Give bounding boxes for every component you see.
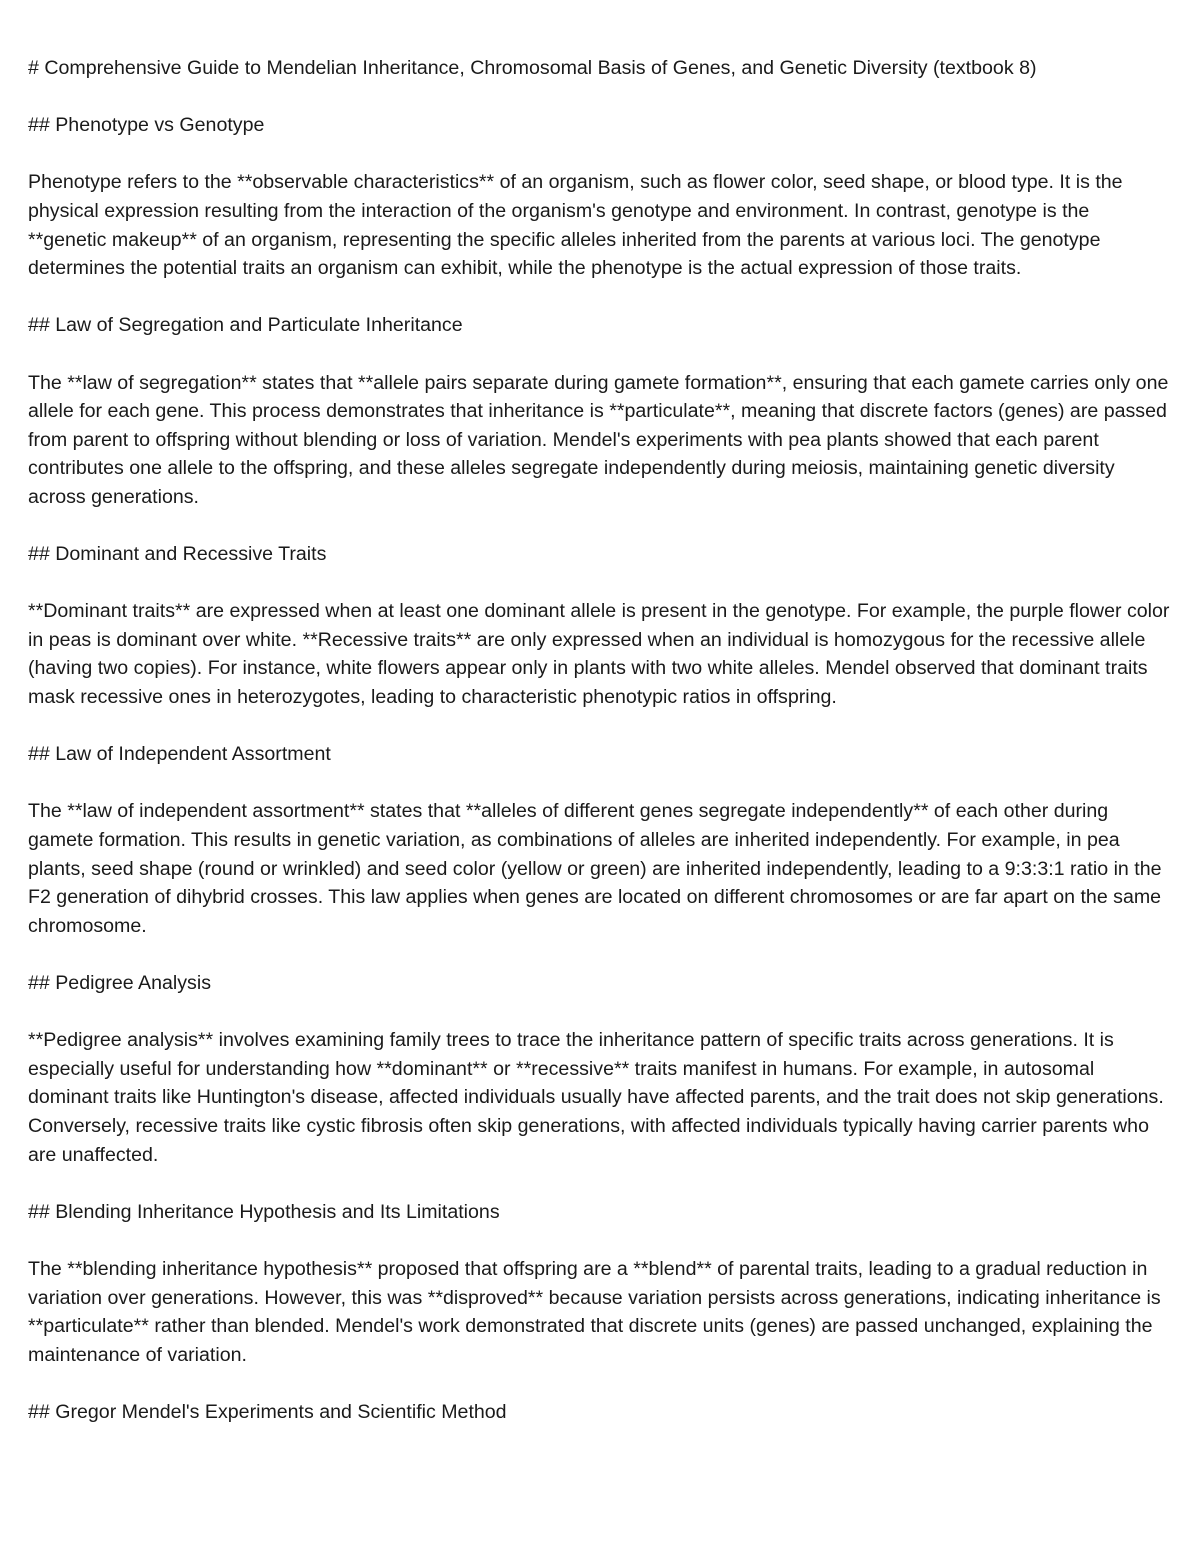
section-body-law-of-segregation: The **law of segregation** states that **allele pairs separate during gamete formation**, ensuring that each gamete carries only one allele for each gene. This process demonstrates that inheritance is **particulate**, meaning that discrete factors (genes) are passed from parent to offspring without blending or loss of variation. Mendel's experiments with pea plants showed that each parent contributes one allele to the offspring, and these alleles segregate independently during meiosis, maintaining genetic diversity across generations. bbox=[28, 371, 1174, 508]
document-title: # Comprehensive Guide to Mendelian Inheritance, Chromosomal Basis of Genes, and Genetic Diversity (textbook 8) bbox=[28, 57, 1037, 79]
document-page bbox=[28, 54, 1175, 1455]
section-body-dominant-recessive: **Dominant traits** are expressed when at least one dominant allele is present in the genotype. For example, the purple flower color in peas is dominant over white. **Recessive traits** are only expressed when an individual is homozygous for the recessive allele (having two copies). For instance, white flowers appear only in plants with two white alleles. Mendel observed that dominant traits mask recessive ones in heterozygotes, leading to characteristic phenotypic ratios in offspring. bbox=[28, 600, 1175, 709]
section-heading-independent-assortment: ## Law of Independent Assortment bbox=[28, 743, 331, 766]
section-body-phenotype-genotype: Phenotype refers to the **observable characteristics** of an organism, such as flower color, seed shape, or blood type. It is the physical expression resulting from the interaction of the organism's genotype and environment. In contrast, genotype is the **genetic makeup** of an organism, representing the specific alleles inherited from the parents at various loci. The genotype determines the potential traits an organism can exhibit, while the phenotype is the actual expression of those traits. bbox=[28, 171, 1129, 280]
section-heading-law-of-segregation: ## Law of Segregation and Particulate Inheritance bbox=[28, 314, 463, 337]
section-heading-pedigree-analysis: ## Pedigree Analysis bbox=[28, 972, 211, 994]
section-body-pedigree-analysis: **Pedigree analysis** involves examining family trees to trace the inheritance pattern of specific traits across generations. It is especially useful for understanding how **dominant** or **recessive** traits manifest in humans. For example, in autosomal dominant traits like Huntington's disease, affected individuals usually have affected parents, and the trait does not skip generations. Conversely, recessive traits like cystic fibrosis often skip generations, with affected individuals typically having carrier parents who are unaffected. bbox=[28, 1029, 1170, 1166]
section-heading-phenotype-genotype: ## Phenotype vs Genotype bbox=[28, 114, 265, 137]
section-heading-blending-inheritance: ## Blending Inheritance Hypothesis and Its Limitations bbox=[28, 1200, 500, 1223]
section-heading-dominant-recessive: ## Dominant and Recessive Traits bbox=[28, 543, 327, 566]
section-body-independent-assortment: The **law of independent assortment** states that **alleles of different genes segregate independently** of each other during gamete formation. This results in genetic variation, as combinations of alleles are inherited independently. For example, in pea plants, seed shape (round or wrinkled) and seed color (yellow or green) are inherited independently, leading to a 9:3:3:1 ratio in the F2 generation of dihybrid crosses. This law applies when genes are located on different chromosomes or are far apart on the same chromosome. bbox=[28, 800, 1167, 937]
section-body-blending-inheritance: The **blending inheritance hypothesis** proposed that offspring are a **blend** of parental traits, leading to a gradual reduction in variation over generations. However, this was **disproved** because variation persists across generations, indicating inheritance is **particulate** rather than blended. Mendel's work demonstrated that discrete units (genes) are passed unchanged, explaining the maintenance of variation. bbox=[28, 1257, 1167, 1366]
section-heading-mendel-experiments: ## Gregor Mendel's Experiments and Scientific Method bbox=[28, 1400, 507, 1423]
